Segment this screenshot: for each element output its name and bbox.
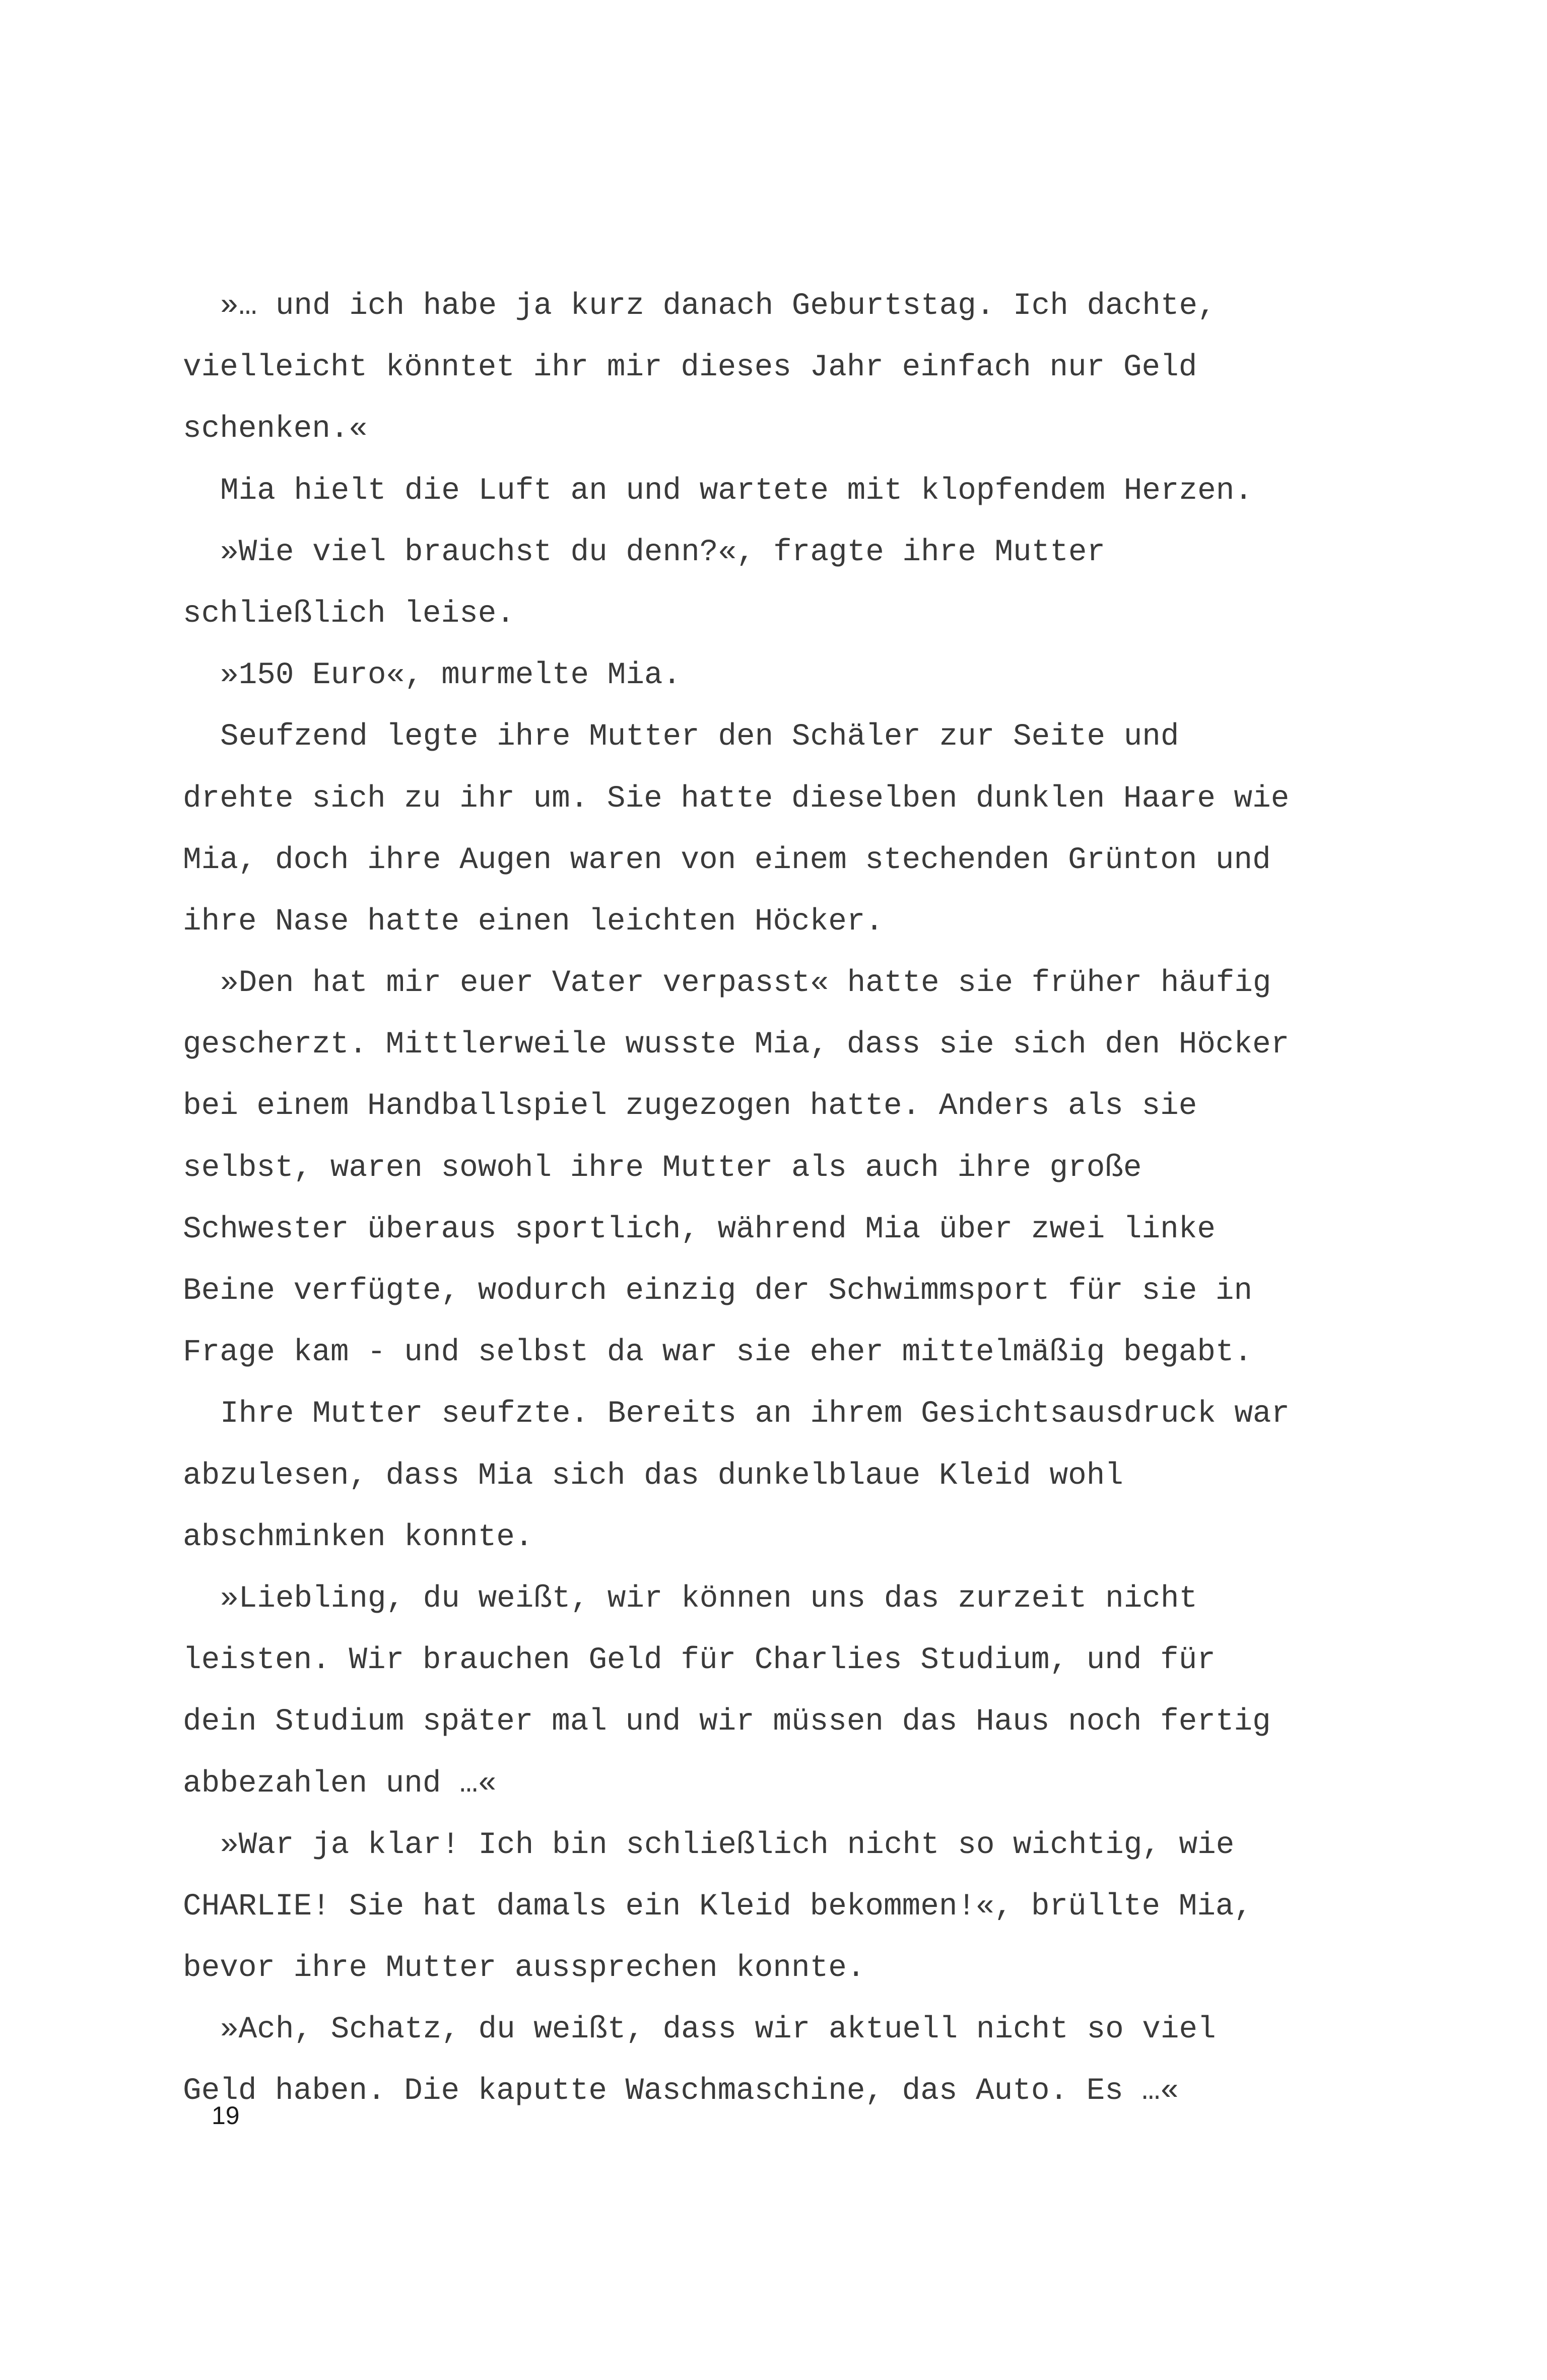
text-line: CHARLIE! Sie hat damals ein Kleid bekommen!«, brüllte Mia, bbox=[183, 1889, 1253, 1924]
text-line: »Liebling, du weißt, wir können uns das zurzeit nicht bbox=[220, 1581, 1198, 1616]
text-line: Mia hielt die Luft an und wartete mit klopfendem Herzen. bbox=[220, 473, 1253, 508]
text-line: Frage kam - und selbst da war sie eher mittelmäßig begabt. bbox=[183, 1335, 1253, 1370]
text-line: Ihre Mutter seufzte. Bereits an ihrem Gesichtsausdruck war bbox=[220, 1397, 1290, 1432]
text-line: abschminken konnte. bbox=[183, 1519, 533, 1555]
text-line: »Den hat mir euer Vater verpasst« hatte sie früher häufig bbox=[220, 966, 1271, 1001]
body-text bbox=[183, 276, 1372, 2123]
text-line: gescherzt. Mittlerweile wusste Mia, dass sie sich den Höcker bbox=[183, 1027, 1290, 1063]
page-number: 19 bbox=[212, 2101, 240, 2130]
text-line: schenken.« bbox=[183, 412, 368, 447]
text-line: »Ach, Schatz, du weißt, dass wir aktuell nicht so viel bbox=[220, 2012, 1216, 2047]
text-line: »War ja klar! Ich bin schließlich nicht so wichtig, wie bbox=[220, 1827, 1235, 1863]
text-line: »150 Euro«, murmelte Mia. bbox=[220, 658, 682, 693]
text-line: Schwester überaus sportlich, während Mia über zwei linke bbox=[183, 1212, 1216, 1247]
text-line: abbezahlen und …« bbox=[183, 1766, 497, 1801]
text-line: abzulesen, dass Mia sich das dunkelblaue Kleid wohl bbox=[183, 1458, 1123, 1493]
text-line: bei einem Handballspiel zugezogen hatte. Anders als sie bbox=[183, 1089, 1197, 1124]
text-line: ihre Nase hatte einen leichten Höcker. bbox=[183, 904, 884, 939]
text-line: Seufzend legte ihre Mutter den Schäler zur Seite und bbox=[220, 719, 1179, 755]
text-line: Geld haben. Die kaputte Waschmaschine, das Auto. Es …« bbox=[183, 2074, 1179, 2109]
text-line: schließlich leise. bbox=[183, 596, 515, 631]
text-line: Mia, doch ihre Augen waren von einem stechenden Grünton und bbox=[183, 842, 1271, 878]
text-line: drehte sich zu ihr um. Sie hatte dieselben dunklen Haare wie bbox=[183, 781, 1290, 816]
text-line: Beine verfügte, wodurch einzig der Schwimmsport für sie in bbox=[183, 1274, 1253, 1308]
text-line: leisten. Wir brauchen Geld für Charlies Studium, und für bbox=[183, 1643, 1216, 1678]
text-line: dein Studium später mal und wir müssen das Haus noch fertig bbox=[183, 1704, 1271, 1740]
text-line: vielleicht könntet ihr mir dieses Jahr einfach nur Geld bbox=[183, 350, 1197, 385]
text-line: bevor ihre Mutter aussprechen konnte. bbox=[183, 1951, 865, 1986]
text-line: »… und ich habe ja kurz danach Geburtstag. Ich dachte, bbox=[220, 289, 1216, 323]
text-line: »Wie viel brauchst du denn?«, fragte ihre Mutter bbox=[220, 535, 1106, 570]
text-line: selbst, waren sowohl ihre Mutter als auch ihre große bbox=[183, 1150, 1142, 1185]
